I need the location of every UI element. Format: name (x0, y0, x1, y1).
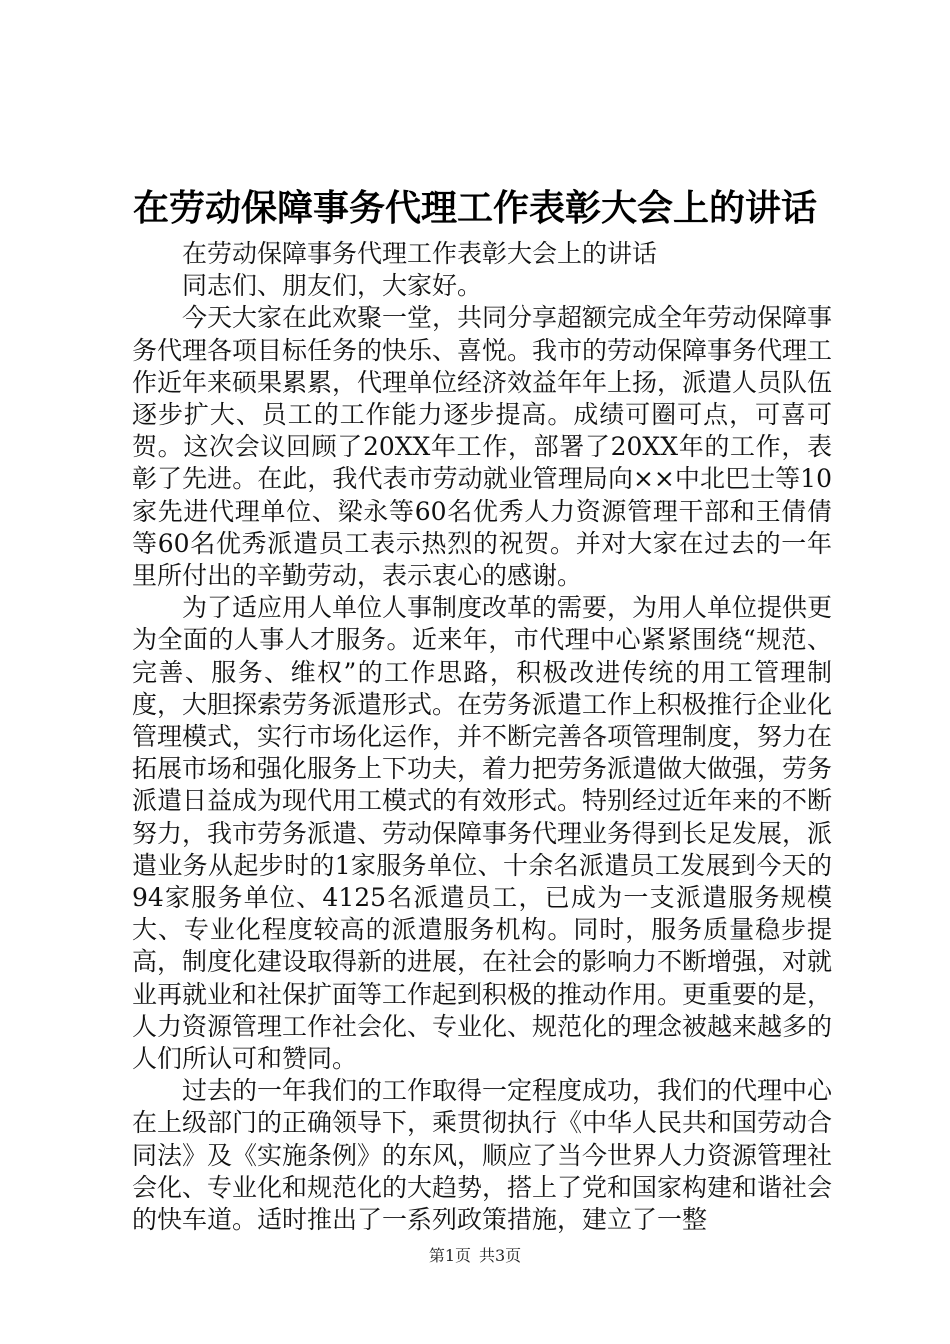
page-footer (0, 1245, 950, 1267)
paragraph: 今天大家在此欢聚一堂，共同分享超额完成全年劳动保障事务代理各项目标任务的快乐、喜悦。我市的劳动保障事务代理工作近年来硕果累累，代理单位经济效益年年上扬，派遣人员队伍逐步扩大、员工的工作能力逐步提高。成绩可圈可点，可喜可贺。这次会议回顾了20XX年工作，部署了20XX年的工作，表彰了先进。在此，我代表市劳动就业管理局向××中北巴士等10家先进代理单位、梁永等60名优秀人力资源管理干部和王倩倩等60名优秀派遣员工表示热烈的祝贺。并对大家在过去的一年里所付出的辛勤劳动，表示衷心的感谢。 (132, 303, 833, 591)
document-title: 在劳动保障事务代理工作表彰大会上的讲话 (132, 187, 817, 229)
paragraph-greeting: 同志们、朋友们，大家好。 (182, 271, 483, 301)
document-body (132, 238, 832, 1236)
paragraph: 过去的一年我们的工作取得一定程度成功，我们的代理中心在上级部门的正确领导下，乘贯彻执行《中华人民共和国劳动合同法》及《实施条例》的东风，顺应了当今世界人力资源管理社会化、专业化和规范化的大趋势，搭上了党和国家构建和谐社会的快车道。适时推出了一系列政策措施，建立了一整 (132, 1076, 833, 1235)
paragraph: 为了适应用人单位人事制度改革的需要，为用人单位提供更为全面的人事人才服务。近来年，市代理中心紧紧围绕“规范、完善、服务、维权”的工作思路，积极改进传统的用工管理制度，大胆探索劳务派遣形式。在劳务派遣工作上积极推行企业化管理模式，实行市场化运作，并不断完善各项管理制度，努力在拓展市场和强化服务上下功夫，着力把劳务派遣做大做强，劳务派遣日益成为现代用工模式的有效形式。特别经过近年来的不断努力，我市劳务派遣、劳动保障事务代理业务得到长足发展，派遣业务从起步时的1家服务单位、十余名派遣员工发展到今天的94家服务单位、4125名派遣员工，已成为一支派遣服务规模大、专业化程度较高的派遣服务机构。同时，服务质量稳步提高，制度化建设取得新的进展，在社会的影响力不断增强，对就业再就业和社保扩面等工作起到积极的推动作用。更重要的是，人力资源管理工作社会化、专业化、规范化的理念被越来越多的人们所认可和赞同。 (132, 593, 833, 1074)
paragraph-heading: 在劳动保障事务代理工作表彰大会上的讲话 (182, 239, 658, 268)
page-total: 共3页 (479, 1246, 522, 1265)
page-number: 第1页 (428, 1246, 471, 1265)
